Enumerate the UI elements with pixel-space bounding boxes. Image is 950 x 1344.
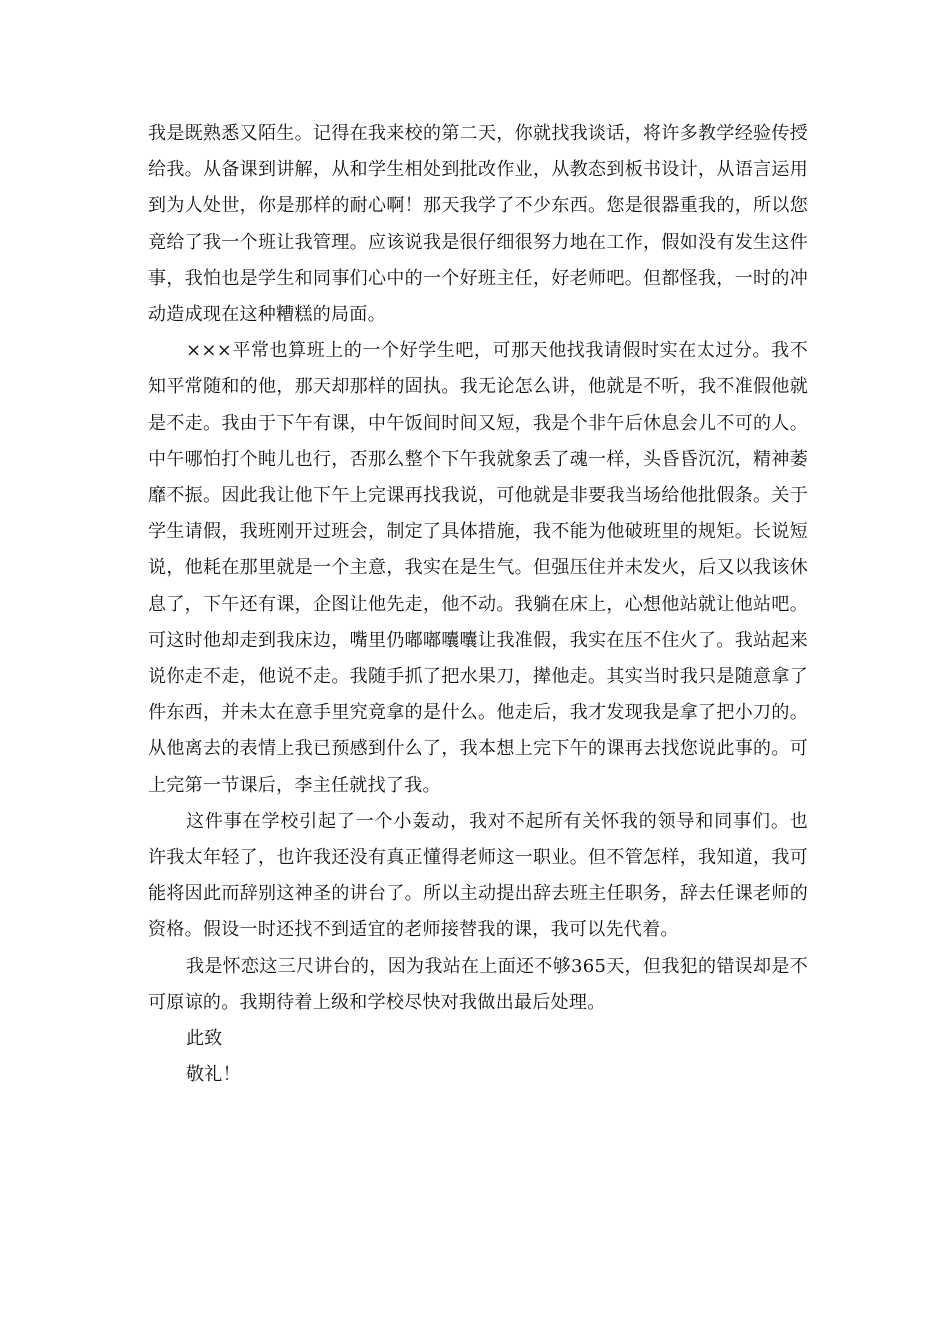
closing-regards: 敬礼！	[186, 1064, 241, 1086]
paragraph-1: 我是既熟悉又陌生。记得在我来校的第二天，你就找我谈话，将许多教学经验传授给我。从备课到讲解，从和学生相处到批改作业，从教态到板书设计，从语言运用到为人处世，你是那样的耐心啊！那天我学了不少东西。您是很器重我的，所以您竟给了我一个班让我管理。应该说我是很仔细很努力地在工作，假如没有发生这件事，我怕也是学生和同事们心中的一个好班主任，好老师吧。但都怪我，一时的冲动造成现在这种糟糕的局面。	[148, 123, 808, 326]
letter-body	[148, 116, 808, 1093]
paragraph-4: 我是怀恋这三尺讲台的，因为我站在上面还不够365天，但我犯的错误却是不可原谅的。我期待着上级和学校尽快对我做出最后处理。	[148, 955, 808, 1013]
paragraph-3: 这件事在学校引起了一个小轰动，我对不起所有关怀我的领导和同事们。也许我太年轻了，也许我还没有真正懂得老师这一职业。但不管怎样，我知道，我可能将因此而辞别这神圣的讲台了。所以主动提出辞去班主任职务，辞去任课老师的资格。假设一时还找不到适宜的老师接替我的课，我可以先代着。	[148, 810, 808, 941]
closing-salutation: 此致	[186, 1028, 223, 1050]
paragraph-2: ×××平常也算班上的一个好学生吧，可那天他找我请假时实在太过分。我不知平常随和的他，那天却那样的固执。我无论怎么讲，他就是不听，我不准假他就是不走。我由于下午有课，中午饭间时间又短，我是个非午后休息会儿不可的人。中午哪怕打个盹儿也行，否那么整个下午我就象丢了魂一样，头昏昏沉沉，精神萎靡不振。因此我让他下午上完课再找我说，可他就是非要我当场给他批假条。关于学生请假，我班刚开过班会，制定了具体措施，我不能为他破班里的规矩。长说短说，他耗在那里就是一个主意，我实在是生气。但强压住并未发火，后又以我该休息了，下午还有课，企图让他先走，他不动。我躺在床上，心想他站就让他站吧。可这时他却走到我床边，嘴里仍嘟嘟囔囔让我准假，我实在压不住火了。我站起来说你走不走，他说不走。我随手抓了把水果刀，撵他走。其实当时我只是随意拿了件东西，并未太在意手里究竟拿的是什么。他走后，我才发现我是拿了把小刀的。从他离去的表情上我已预感到什么了，我本想上完下午的课再去找您说此事的。可上完第一节课后，李主任就找了我。	[148, 340, 808, 796]
